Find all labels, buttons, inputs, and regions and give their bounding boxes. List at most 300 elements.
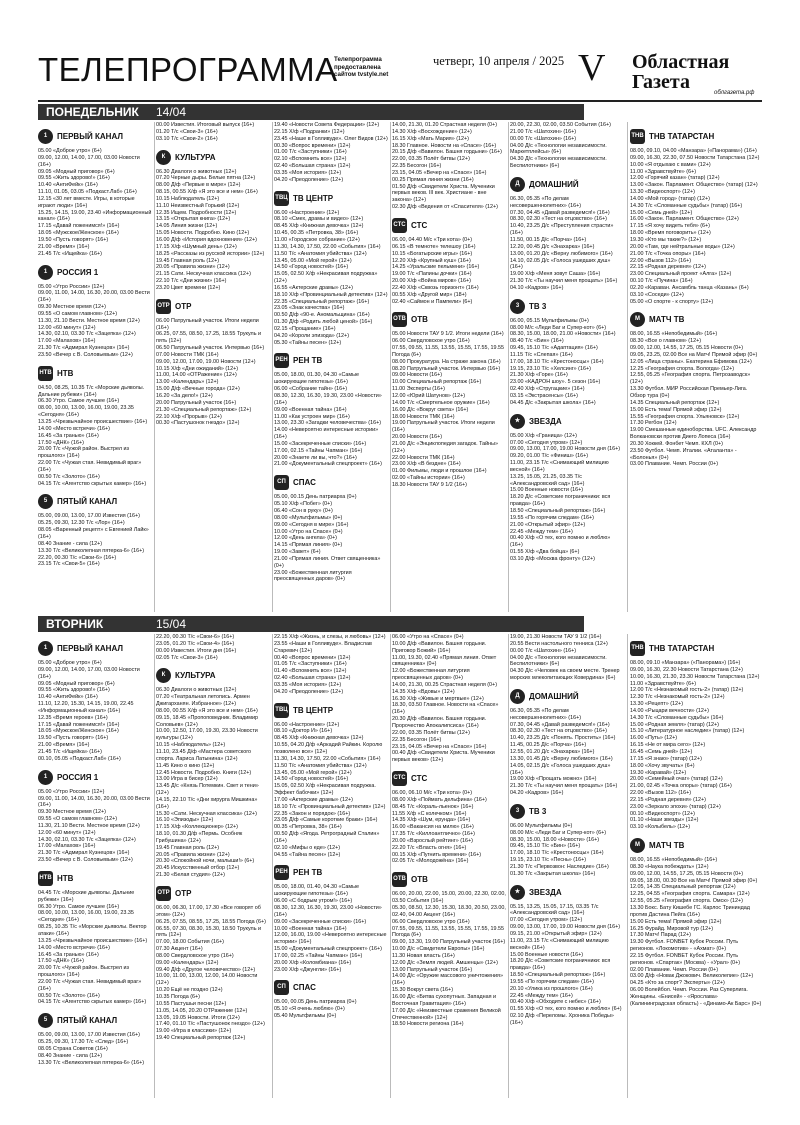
program-listing: 01.50 Д/ф «Свидетели Христа. Мученики первых веков. III век. Христиане - вне закона» (12+): [392, 183, 495, 204]
program-listing: 20.00 «Взрослый рейтинг» (16+): [392, 837, 473, 844]
program-listing: 07.00, 18.00 События (16+): [156, 939, 224, 946]
column-divider: [272, 122, 273, 612]
program-listing: 08.00 М/с «Леди Баг и Супер-кот» (6+): [510, 324, 607, 331]
channel-logo-icon: ОТР: [156, 299, 171, 314]
program-listing: 08.00, 09.10, 04.00 «Манзара» («Панорама») (16+): [630, 148, 757, 154]
program-listing: 04.45 Д/с «Закрытая школа» (16+): [510, 399, 596, 406]
program-listing: 22.15 Х/ф «Подранки» (12+): [274, 128, 345, 135]
program-listing: 19.00 Х/ф «Меня зовут Саша» (16+): [510, 271, 601, 278]
channel-logo-icon: М: [630, 838, 645, 853]
program-listing: 02.10 Д/ф «Переломы. Хроника Победы» (16+): [510, 1013, 614, 1026]
program-listing: 14.35 Х/ф «Шум, ерунда» (16+): [392, 817, 471, 824]
channel-name: РЕН ТВ: [293, 356, 323, 366]
program-listing: 11.00, 14.00 «ОТРажение» (12+): [156, 372, 237, 379]
program-listing: 09.00, 13.00, 17.00, 19.00 Новости дня (16+): [510, 924, 621, 931]
program-listing: 18.10 Т/с «Провинциальный детектив» (12+): [274, 803, 386, 810]
program-listing: 22.00 Новости ТМК (16+): [392, 454, 455, 461]
program-listing: 02.15 «Прощание» (16+): [274, 325, 336, 332]
channel-logo-icon: НТВ: [38, 366, 53, 381]
channel-name: ТНВ ТАТАРСТАН: [649, 132, 715, 141]
channel-name: РЕН ТВ: [293, 868, 323, 878]
program-listing: 15.05, 02.50 Х/ф «Некрасивая подружка. Эффект бабочки» (12+): [274, 783, 376, 797]
program-listing: 04.00 Д/с «Технологии независимости. Беспилотники» (6+): [510, 654, 607, 668]
program-listing: 06.30, 05.35 «По делам несовершеннолетних» (16+): [510, 707, 582, 721]
program-listing: 20.00, 22.30, 02.00, 03.50 События (16+): [510, 122, 611, 128]
channel-header: [392, 770, 506, 787]
channel-name: ЗВЕЗДА: [529, 416, 562, 426]
program-listing: 11.55 Х/ф «С колечком» (16+): [392, 810, 467, 817]
program-listing: 16.30 Х/ф «Живые и мертвые» (12+): [392, 695, 484, 702]
program-listing: 14.35 Специальный репортаж (12+): [630, 399, 720, 406]
program-listing: 23.05, 01.20 Т/с «Свои-4» (16+): [156, 640, 235, 647]
program-listing: 05.15, 13.25, 15.05, 17.15, 03.35 Т/с «Александровский сад» (16+): [510, 903, 599, 917]
program-listing: 13.45, 05.00 «Мой герой» (12+): [274, 769, 352, 776]
program-listing: 00.40 Х/ф «О тех, кого помню и люблю» (16+): [510, 535, 611, 549]
program-listing: 12.15 «30 лет вместе. Игры, в которые играют люди» (16+): [38, 195, 135, 209]
program-listing: 09.05 «Модный приговор» (6+): [38, 680, 115, 687]
program-listing: 08.00, 00.55 Х/ф «Я это все и нем» (16+): [156, 707, 258, 714]
program-listing: 22.00 «Вызов 112» (16+): [630, 790, 692, 797]
schedule-column: [392, 634, 506, 1098]
program-listing: 22.00 «Вызов 112» (16+): [630, 257, 692, 264]
program-listing: 18.00 Новости ТМК (16+): [392, 413, 455, 420]
column-divider: [508, 122, 509, 612]
program-listing: 21.30 Т/с «Первозвон: Наследие» (16+): [510, 863, 609, 870]
program-listing: 21.30 Т/с «Адмирал Кузнецов» (16+): [38, 850, 130, 857]
program-listing: 05.00 «Доброе утро» (6+): [38, 660, 102, 666]
channel-logo-icon: ОТВ: [392, 312, 407, 327]
channel-logo-icon: 1: [38, 770, 53, 785]
program-listing: 11.10, 12.20, 15.30, 14.15, 19.00, 22.45 «Информационный канал» (16+): [38, 701, 134, 714]
program-listing: 09.30 Местное время (12+): [38, 809, 106, 816]
program-listing: 19.00 Х/ф «Прощать можно» (16+): [510, 776, 597, 783]
channel-header: [510, 298, 624, 315]
program-listing: 22.35 Бесогон (16+): [392, 163, 442, 170]
channel-header: [38, 128, 152, 145]
program-listing: 09.55 «О самом главном» (12+): [38, 816, 118, 823]
program-listing: 13.45 Д/с «Князь Потемкин. Свет и тени» (12+): [156, 783, 259, 797]
channel-logo-icon: К: [156, 150, 171, 165]
program-listing: 07.55, 09.55, 11.55, 13.55, 15.55, 17.55, 19.55 Погода (6+): [392, 345, 504, 358]
program-listing: 10.15 Х/ф «Дни ожиданий» (12+): [156, 365, 239, 372]
program-listing: 23.15, 04.05 «Вечер на «Спасе» (16+): [392, 743, 487, 750]
program-listing: 00.50 Д/ф «90-е. Аномальщина» (16+): [274, 312, 370, 319]
channel-name: ОТВ: [411, 875, 428, 885]
program-listing: 21.00, 02.45 «Точка опоры» (татар) (16+): [630, 783, 732, 790]
channel-header: [630, 128, 762, 145]
day-date: 15/04: [156, 617, 187, 631]
program-listing: 07.30, 04.45 «Давай разведемся!» (16+): [510, 209, 610, 216]
program-listing: 09.00 «Календарь» (12+): [156, 959, 219, 966]
program-listing: 06.00 Мультфильмы (0+): [510, 822, 573, 829]
program-listing: 00.40 «Вопрос времени» (12+): [274, 654, 351, 661]
channel-name: ТВ 3: [529, 806, 547, 816]
program-listing: 20.00 Х/ф «Война миров» (16+): [392, 278, 471, 285]
program-listing: 17.15 «Давай поженимся!» (16+): [38, 721, 120, 728]
program-listing: 20.30 Хоккей. Фонбет Чемп. КХЛ (0+): [630, 440, 723, 447]
channel-header: [510, 176, 624, 193]
program-listing: 23.50 «Вечер с В. Соловьевым» (12+): [38, 857, 133, 864]
program-listing: 22.10 Х/ф «Прорыв» (12+): [156, 413, 222, 420]
program-listing: 22.35 «Специальный репортаж» (16+): [274, 298, 370, 305]
channel-logo-icon: ★: [510, 885, 525, 900]
program-listing: 14.10, 02.05 Д/с «Голоса ушедших душ» (16+): [510, 257, 611, 271]
program-listing: 06.30 Диалоги о животных (12+): [156, 687, 237, 694]
program-listing: 17.00 «Актерские драмы» (12+): [274, 796, 353, 803]
program-listing: 20.00 «Там, где нейтральные воды» (12+): [630, 243, 735, 250]
program-listing: 08.00 М/с «Леди Баг и Супер-кот» (6+): [510, 829, 607, 836]
program-listing: 09.45, 15.10 Т/с «Бин» (16+): [510, 843, 581, 850]
program-listing: 00.30 «Пастушонок гнездо» (12+): [156, 420, 240, 427]
program-listing: 00.00 Известия. Итоги дня (16+): [156, 647, 237, 654]
program-listing: 00.30 «Вопрос времени» (12+): [274, 142, 351, 149]
program-listing: 21.00 Т/с «Точка опоры» (16+): [630, 250, 706, 257]
column-divider: [390, 634, 391, 1098]
program-listing: 09.05 «Модный приговор» (6+): [38, 168, 115, 175]
program-listing: 18.30, 03.50 Главное. Новости на «Спасе» (16+): [392, 702, 499, 716]
channel-logo-icon: СП: [274, 475, 289, 490]
program-listing: 21.00 Т/с «Шатохин» (16+): [510, 128, 577, 135]
program-listing: 04.00 Д/с «Технологии независимости. Маркетплейсы» (6+): [510, 142, 607, 156]
program-listing: 14.00 «Мой город» (татар) (12+): [630, 195, 710, 202]
channel-header: [38, 264, 152, 281]
program-listing: 11.00, 23.15 Т/с «Снимающий милицию весной» (16+): [510, 460, 609, 473]
program-listing: 13.25, 15.05, 21.25, 03.35 Т/с «Александровский сад» (16+): [510, 473, 585, 487]
program-listing: 09.00 «Засекреченные списки» (16+): [274, 918, 367, 925]
program-listing: 06.00 Волейбол. Чемп. России. Раз Суперлига. Женщины. «Енисей» - «Ярослава» (Калининградская область) - «Динамо-Ак Барс» (0+): [630, 987, 762, 1007]
program-listing: 05.00 Новости ТАУ 9 1/2. Итоги недели (16+): [392, 331, 504, 338]
program-listing: 09.55 «Жить здорово!» (16+): [38, 175, 110, 182]
channel-header: [274, 702, 388, 719]
program-listing: 11.00 «Здравствуйте» (6+): [630, 168, 697, 175]
program-listing: 07.00 «Сегодня утром» (12+): [510, 917, 583, 924]
program-listing: 19.55 «По горячим следам» (16+): [510, 978, 594, 985]
program-listing: 19.50 «Пусть говорят» (16+): [38, 236, 109, 243]
program-listing: 23.05 Д/ф «Самые короткие браки» (16+): [274, 817, 378, 824]
program-listing: 00.00 Известия. Итоговый выпуск (16+): [156, 122, 255, 128]
program-listing: 05.30, 08.50, 12.30, 15.30, 18.30, 20.50, 23.00, 02.40, 04.00 Акцент (16+): [392, 905, 506, 918]
channel-header: [274, 190, 388, 207]
program-listing: 05.00, 09.00, 13.00, 17.00 Известия (16+): [38, 513, 140, 520]
channel-header: [392, 217, 506, 234]
program-listing: 05.00 Х/ф «Граница» (12+): [510, 432, 577, 439]
program-listing: 19.00, 21.30 Новости ТАУ 9 1/2 (16+): [510, 634, 602, 640]
program-listing: 23.00 Х/ф «Джунгли» (16+): [274, 966, 342, 973]
program-listing: 09.00, 12.00, 14.00, 17.00, 03.00 Новости (16+): [38, 666, 140, 680]
program-listing: 11.45 Кино о кино (12+): [156, 762, 215, 769]
program-listing: 19.00 «Игра в классики» (12+): [156, 1028, 232, 1035]
program-listing: 09.55 «Жить здорово!» (16+): [38, 687, 110, 694]
program-listing: 19.00 «Завет» (6+): [274, 549, 321, 556]
program-listing: 08.00 «Мультфильмы» (0+): [274, 514, 343, 521]
program-listing: 04.20 «Кадров» (16+): [510, 790, 564, 797]
newspaper-site: облгазета.рф: [714, 90, 755, 96]
program-listing: 05.25, 09.30, 12.30 Т/с «Лор» (16+): [38, 520, 125, 527]
program-listing: 17.15 «Я знаю» (татар) (12+): [630, 755, 702, 762]
channel-header: [38, 640, 152, 657]
schedule-column: [510, 634, 624, 1098]
program-listing: 04.55 «Тайна песен» (12+): [274, 851, 341, 858]
program-listing: 10.00 Специальный репортаж (16+): [392, 379, 482, 386]
program-listing: 06.00 Патрульный участок. Итоги недели (16+): [156, 317, 259, 331]
program-listing: 17.50 «ДНК» (16+): [38, 439, 84, 446]
program-listing: 01.40 «Вспомнить все» (12+): [274, 668, 347, 675]
program-listing: 14.05, 02.15 Д/с «Голоса ушедших душ» (16+): [510, 762, 611, 776]
program-listing: 08.00, 10.00, 13.00, 16.00, 19.00, 23.35 «Сегодня» (16+): [38, 910, 134, 924]
program-listing: 15.00 Есть тема! Прямой эфир (12+): [630, 406, 722, 413]
program-listing: 04.50, 08.25, 10.35 Т/с «Морские дьяволы. Дальние рубежи» (16+): [38, 384, 145, 398]
program-listing: 16.00 «Закон. Парламент. Общество» (12+): [630, 216, 739, 223]
program-listing: 17.35 Т/с «Киллоантлично» (16+): [392, 831, 475, 838]
program-listing: 18.00 «Время поговорить» (12+): [630, 230, 711, 237]
program-listing: 16.00 Д/ф «История вдохновения» (12+): [156, 236, 257, 243]
channel-logo-icon: ОТВ: [392, 872, 407, 887]
program-listing: 15.00 «Семь дней» (12+): [630, 209, 693, 216]
program-listing: 00.40 Д/ф «Свидетели Христа. Мученики первых веков» (12+): [392, 750, 495, 764]
program-listing: 05.40 Мультфильмы (0+): [274, 1013, 337, 1020]
program-listing: 00.00 Т/с «Шатохин» (16+): [510, 647, 577, 654]
program-listing: 10.40, 23.25 Д/с «Понять. Простить» (16+): [510, 735, 616, 742]
program-listing: 13.45, 05.00 «Мой герой» (12+): [274, 257, 352, 264]
schedule-column: [630, 634, 762, 1098]
program-listing: 06.30, 05.35 «По делам несовершеннолетних» (16+): [510, 195, 582, 209]
channel-name: ПЯТЫЙ КАНАЛ: [57, 1016, 118, 1026]
program-listing: 09.00, 13.30, 19.00 Патрульный участок (16+): [392, 939, 506, 946]
program-listing: 13.25 «Чрезвычайное происшествие» (16+): [38, 419, 148, 425]
program-listing: 22.10 Т/с «Дни жизни» (16+): [156, 278, 227, 285]
program-listing: 22.20, 00.30 Т/с «Свои-6» (16+): [156, 634, 235, 640]
program-listing: 02.00 Плавание. Чемп. России (0+): [630, 966, 719, 973]
program-listing: 10.40, 23.25 Д/с «Преступления страсти» (16+): [510, 223, 614, 237]
program-listing: 01.05 Т/с «Заступники» (16+): [274, 661, 347, 668]
program-listing: 03.10 Т/с «Свои-2» (16+): [156, 135, 218, 142]
channel-header: [510, 688, 624, 705]
program-listing: 09.00, 12.00, 14.55, 17.25, 05.15 Новости (0+): [630, 870, 744, 877]
program-listing: 19.30 «Кто мы такие?» (12+): [630, 236, 702, 243]
program-listing: 05.10 Х/ф «Побег» (0+): [274, 501, 333, 508]
program-listing: 23.00 Специальный проект «Алга» (12+): [630, 271, 732, 278]
program-listing: 08.30 «Все о главном» (12+): [630, 338, 702, 345]
program-listing: 15.00 Д/ф «Вечные города» (12+): [156, 386, 240, 393]
program-listing: 21.30 Т/с «Ты научил меня прощать» (16+): [510, 278, 618, 285]
program-listing: 00.25 Прямая линия жизни (16+): [392, 176, 474, 183]
program-listing: 13.00, 01.20 Д/с «Верну любимого» (16+): [510, 250, 613, 257]
column-divider: [508, 634, 509, 1098]
channel-name: ТНВ ТАТАРСТАН: [649, 644, 715, 653]
program-listing: 13.00, 23.30 «Загадки человечества» (16+): [274, 420, 382, 427]
program-listing: 06.00, 20.00, 22.00, 15.00, 20.00, 22.30, 02.00, 03.50 События (16+): [392, 891, 506, 905]
program-listing: 07.20 «Театральная летопись. Армен Джигарханян. Избранное» (12+): [156, 694, 250, 708]
column-divider: [154, 122, 155, 612]
channel-header: [630, 837, 762, 854]
channel-name: РОССИЯ 1: [57, 267, 99, 277]
program-listing: 12.00 «День ангела» (0+): [274, 535, 337, 542]
program-listing: 10.55, 04.20 Д/ф «Аркадий Райкин. Королю позволено все» (12+): [274, 742, 383, 755]
program-listing: 20.00 «Семейный очаг» (татар) (12+): [630, 776, 723, 783]
program-listing: 15.00 «Засекреченные списки» (16+): [274, 440, 367, 447]
column-divider: [154, 634, 155, 1098]
channel-name: ОТВ: [411, 315, 428, 325]
program-listing: 10.15 «Богатырские игры» (16+): [392, 250, 473, 257]
program-listing: 06.00, 04.40 М/с «Три кота» (0+): [392, 236, 473, 243]
program-listing: 16.10 «Эпизоды» (12+): [156, 817, 214, 824]
column-divider: [390, 122, 391, 612]
program-listing: 04.15 Т/с «Агентство скрытых камер» (16+): [38, 480, 147, 487]
program-listing: 12.35 Ищем. Подробности (12+): [156, 209, 237, 216]
program-listing: 23.20 Цвет времени (12+): [156, 284, 221, 291]
program-listing: 23.15, 04.05 «Вечер на «Спасе» (16+): [392, 169, 487, 176]
program-listing: 08.40 Т/с «Бин» (16+): [510, 338, 564, 345]
program-listing: 23.05 «Знак качества» (16+): [274, 305, 345, 312]
program-listing: 01.00 Т/с «Заступники» (16+): [274, 149, 347, 156]
program-listing: 13.00 «Закон. Парламент. Общество» (татар) (12+): [630, 182, 758, 189]
program-listing: 08.00, 16.55 «Непобедимый» (16+): [630, 331, 718, 338]
program-listing: 11.45, 00.25 Д/с «Порча» (16+): [510, 742, 587, 749]
program-listing: 17.00 «Малахов» (16+): [38, 843, 96, 850]
program-listing: 14.15 «Прямая линия» (0+): [274, 542, 343, 549]
program-listing: 06.30 Утро. Самое лучшее (16+): [38, 398, 120, 405]
program-listing: 22.00 Т/с «Чужая стая. Невидимый враг» (16+): [38, 460, 142, 473]
program-listing: 21.00 «Время» (16+): [38, 243, 90, 250]
program-listing: 13.00 Патрульный участок (16+): [392, 966, 473, 973]
program-listing: 09.30 Местное время (12+): [38, 304, 106, 311]
channel-name: ПЯТЫЙ КАНАЛ: [57, 497, 118, 507]
program-listing: 17.30 Регбон (12+): [630, 420, 677, 427]
program-listing: 08.30 «Наука побеждать» (12+): [630, 863, 709, 870]
masthead-rule: [38, 100, 762, 102]
program-listing: 12.00 «60 минут» (12+): [38, 324, 96, 331]
program-listing: 11.00, 19.30, 02.40 «Прямая линия. Ответ священника» (0+): [392, 654, 497, 668]
program-listing: 05.00, 18.00, 01.40, 04.30 «Самые шокирующие гипотезы» (16+): [274, 884, 359, 898]
program-listing: 14.00 «Невероятно интересные истории» (16+): [274, 427, 379, 441]
program-listing: 11.00 «Здравствуйте» (6+): [630, 680, 697, 687]
program-listing: 18.10, 01.30 Д/ф «Пермь. Особняк Грибушина» (12+): [156, 831, 243, 844]
program-listing: 14.05 Линия жизни (12+): [156, 223, 218, 230]
program-listing: 12.55, 01.20 Д/с «Знахарка» (16+): [510, 748, 595, 755]
program-listing: 22.20 Т/с «Власть огня» (16+): [392, 844, 467, 851]
program-listing: 14.30 Т/с «Сломанные судьбы» (татар) (16+): [630, 202, 743, 209]
program-listing: 22.15 Футбол. FONBET Кубок России. Путь регионов. «Спартак» (Москва) - «Урал» (0+): [630, 952, 741, 966]
program-listing: 21.00 «Время» (16+): [38, 742, 90, 749]
program-listing: 06.15 «В темноте» телешоу (16+): [392, 243, 476, 250]
program-listing: 14.30 Х/ф «Восхождение» (12+): [392, 128, 472, 135]
program-listing: 11.00 «Городское собрание» (12+): [274, 236, 360, 243]
program-listing: 05.25, 09.30, 17.30 Т/с «След» (16+): [38, 1039, 129, 1046]
program-listing: 14.35 Х/ф «Вдовы» (12+): [392, 688, 455, 695]
program-listing: 11.05, 14.05, 20.20 ОТРажение (12+): [156, 1007, 248, 1014]
channel-logo-icon: РЕН: [274, 353, 289, 368]
program-listing: 19.15, 23.10 Т/с «Песнь» (16+): [510, 857, 587, 864]
program-listing: 10.00 Д/с «Свидетели Европы» (16+): [392, 946, 485, 953]
program-listing: 22.00, 03.35 Полёт битвы (12+): [392, 156, 470, 163]
program-listing: 09.00, 16.30, 22.30, 07.50 Новости Татарстана (12+): [630, 154, 760, 161]
program-listing: 11.50 Т/с «Анатомия убийства» (12+): [274, 762, 367, 769]
program-listing: 17.00 «Малахов» (16+): [38, 338, 96, 345]
channel-logo-icon: СТС: [392, 771, 407, 786]
column-divider: [272, 634, 273, 1098]
program-listing: 15.00 Военные новости (16+): [510, 487, 584, 494]
day-header-tuesday: [38, 616, 762, 632]
program-listing: 09.15, 21.00 «Открытый эфир» (12+): [510, 931, 602, 937]
program-listing: 04.20 «Преодоление» (12+): [274, 688, 344, 695]
day-schedule-monday: [38, 122, 762, 612]
program-listing: 19.45 Главная роль (12+): [156, 257, 220, 264]
program-listing: 08.15, 00.55 Х/ф «Я это все и нем» (16+): [156, 189, 258, 196]
program-listing: 12.05 «Лица страны». Екатерина Ефимова (12+): [630, 358, 752, 365]
program-listing: 11.30, 21.10 Вести. Местное время (12+): [38, 822, 140, 829]
program-listing: 08.00 Прокуратура. На страже закона (16+): [392, 358, 501, 365]
program-listing: 09.00 Новости (16+): [392, 372, 443, 379]
channel-header: [38, 365, 152, 382]
channel-logo-icon: Д: [510, 177, 525, 192]
program-listing: 03.35 «Моя история» (12+): [274, 169, 342, 176]
channel-logo-icon: М: [630, 312, 645, 327]
program-listing: 11.10, 23.45 Д/ф «Мастера советского спорта. Лариса Латынина» (12+): [156, 748, 252, 762]
program-listing: 05.00 «Доброе утро» (6+): [38, 148, 102, 154]
program-listing: 12.00 Т/с «Незнакомый гость-2» (татар) (12+): [630, 687, 744, 694]
program-listing: 09.15, 18.45 «Пропоповедник. Владимир Соловьев» (12+): [156, 714, 258, 728]
program-listing: 09.00, 11.00, 14.00, 16.30, 20.00, 03.00 Вести (16+): [38, 795, 150, 809]
channel-logo-icon: РЕН: [274, 865, 289, 880]
program-listing: 13.30, 01.45 Д/с «Верну любимого» (16+): [510, 755, 613, 762]
program-listing: 15.00 «Документальный спецпроект» (16+): [274, 946, 382, 953]
program-listing: 20.00 Патрульный участок (16+): [156, 399, 237, 406]
program-listing: 20.05 «Правила жизни» (12+): [156, 851, 230, 858]
program-listing: 17.50 «ДНК» (16+): [38, 958, 84, 965]
program-listing: 09.20, 01.00 Т/с «Финиш» (16+): [510, 453, 589, 460]
channel-name: ТВ 3: [529, 301, 547, 311]
program-listing: 19.00 Смешанные единоборства. UFC. Александр Волкановски против Диего Лопеса (16+): [630, 427, 757, 441]
program-listing: 06.30 Диалоги о животных (12+): [156, 168, 237, 175]
program-listing: 14.30, 02.10, 03.30 Т/с «Зацепка» (12+): [38, 331, 136, 338]
program-listing: 12.55, 05.25 «География спорта. Омск» (12+): [630, 898, 743, 905]
program-listing: 23.55 «Наши в Голливуде». Владислав Старевич (12+): [274, 640, 372, 654]
program-listing: 12.25 «География спорта. Вологда» (12+): [630, 365, 735, 372]
channel-header: [630, 640, 762, 657]
channel-name: ТВ ЦЕНТР: [293, 193, 334, 203]
program-listing: 06.00 «Настроение» (12+): [274, 721, 340, 728]
program-listing: 21.00 «Открытый эфир» (12+): [510, 521, 586, 528]
program-listing: 17.30 Матч! Парад (12+): [630, 932, 691, 939]
program-listing: 23.15 Т/с «Свои-5» (16+): [38, 561, 100, 568]
channel-header: [38, 870, 152, 887]
program-listing: 12.05, 14.35 Специальный репортаж (12+): [630, 884, 736, 891]
program-listing: 15.55 «География спорта. Ульяновск» (12+): [630, 413, 740, 420]
program-listing: 00.10 Т/с «Пучина» (16+): [630, 278, 693, 285]
program-listing: 22.00, 03.35 Полёт битвы (12+): [392, 729, 470, 736]
program-listing: 23.00 «Божественная литургия преосвященных даров» (0+): [274, 569, 352, 583]
program-listing: 17.15 Х/ф «Шумный день» (12+): [156, 243, 237, 250]
program-listing: 04.45 Т/с «Морские дьяволы. Дальние рубежи» (16+): [38, 889, 135, 903]
program-listing: 19.30 «Каравай» (12+): [630, 769, 687, 776]
program-listing: 09.00, 12.00, 14.55, 17.25, 05.15 Новости (0+): [630, 345, 744, 352]
program-listing: 16.00 Д/с «Битва сухопутных. Западная и Восточная Гравитация» (16+): [392, 993, 497, 1007]
channel-header: [274, 474, 388, 491]
program-listing: 09.00 «Сегодня в мире» (16+): [274, 521, 349, 528]
program-listing: 07.30, 04.45 «Давай разведемся!» (16+): [510, 721, 610, 728]
channel-logo-icon: ТВЦ: [274, 191, 289, 206]
channel-name: ЗВЕЗДА: [529, 887, 562, 897]
program-listing: 18.00 «Хочу звучать» (6+): [630, 762, 695, 769]
program-listing: 19.00 Т/с «Папины дочки» (16+): [392, 271, 472, 278]
column-divider: [627, 122, 628, 612]
program-listing: 12.20, 00.45 Д/с «Знахарка» (16+): [510, 243, 595, 250]
program-listing: 22.45 «Между тем» (16+): [510, 992, 573, 999]
program-listing: 11.30 Новая власть (16+): [392, 952, 455, 959]
program-listing: 21.30 «Специальный репортаж» (12+): [156, 406, 252, 413]
program-listing: 07.20 Черные дыры. Белые пятна (12+): [156, 175, 256, 182]
program-listing: 08.00, 16.55 «Непобедимый» (16+): [630, 857, 718, 864]
